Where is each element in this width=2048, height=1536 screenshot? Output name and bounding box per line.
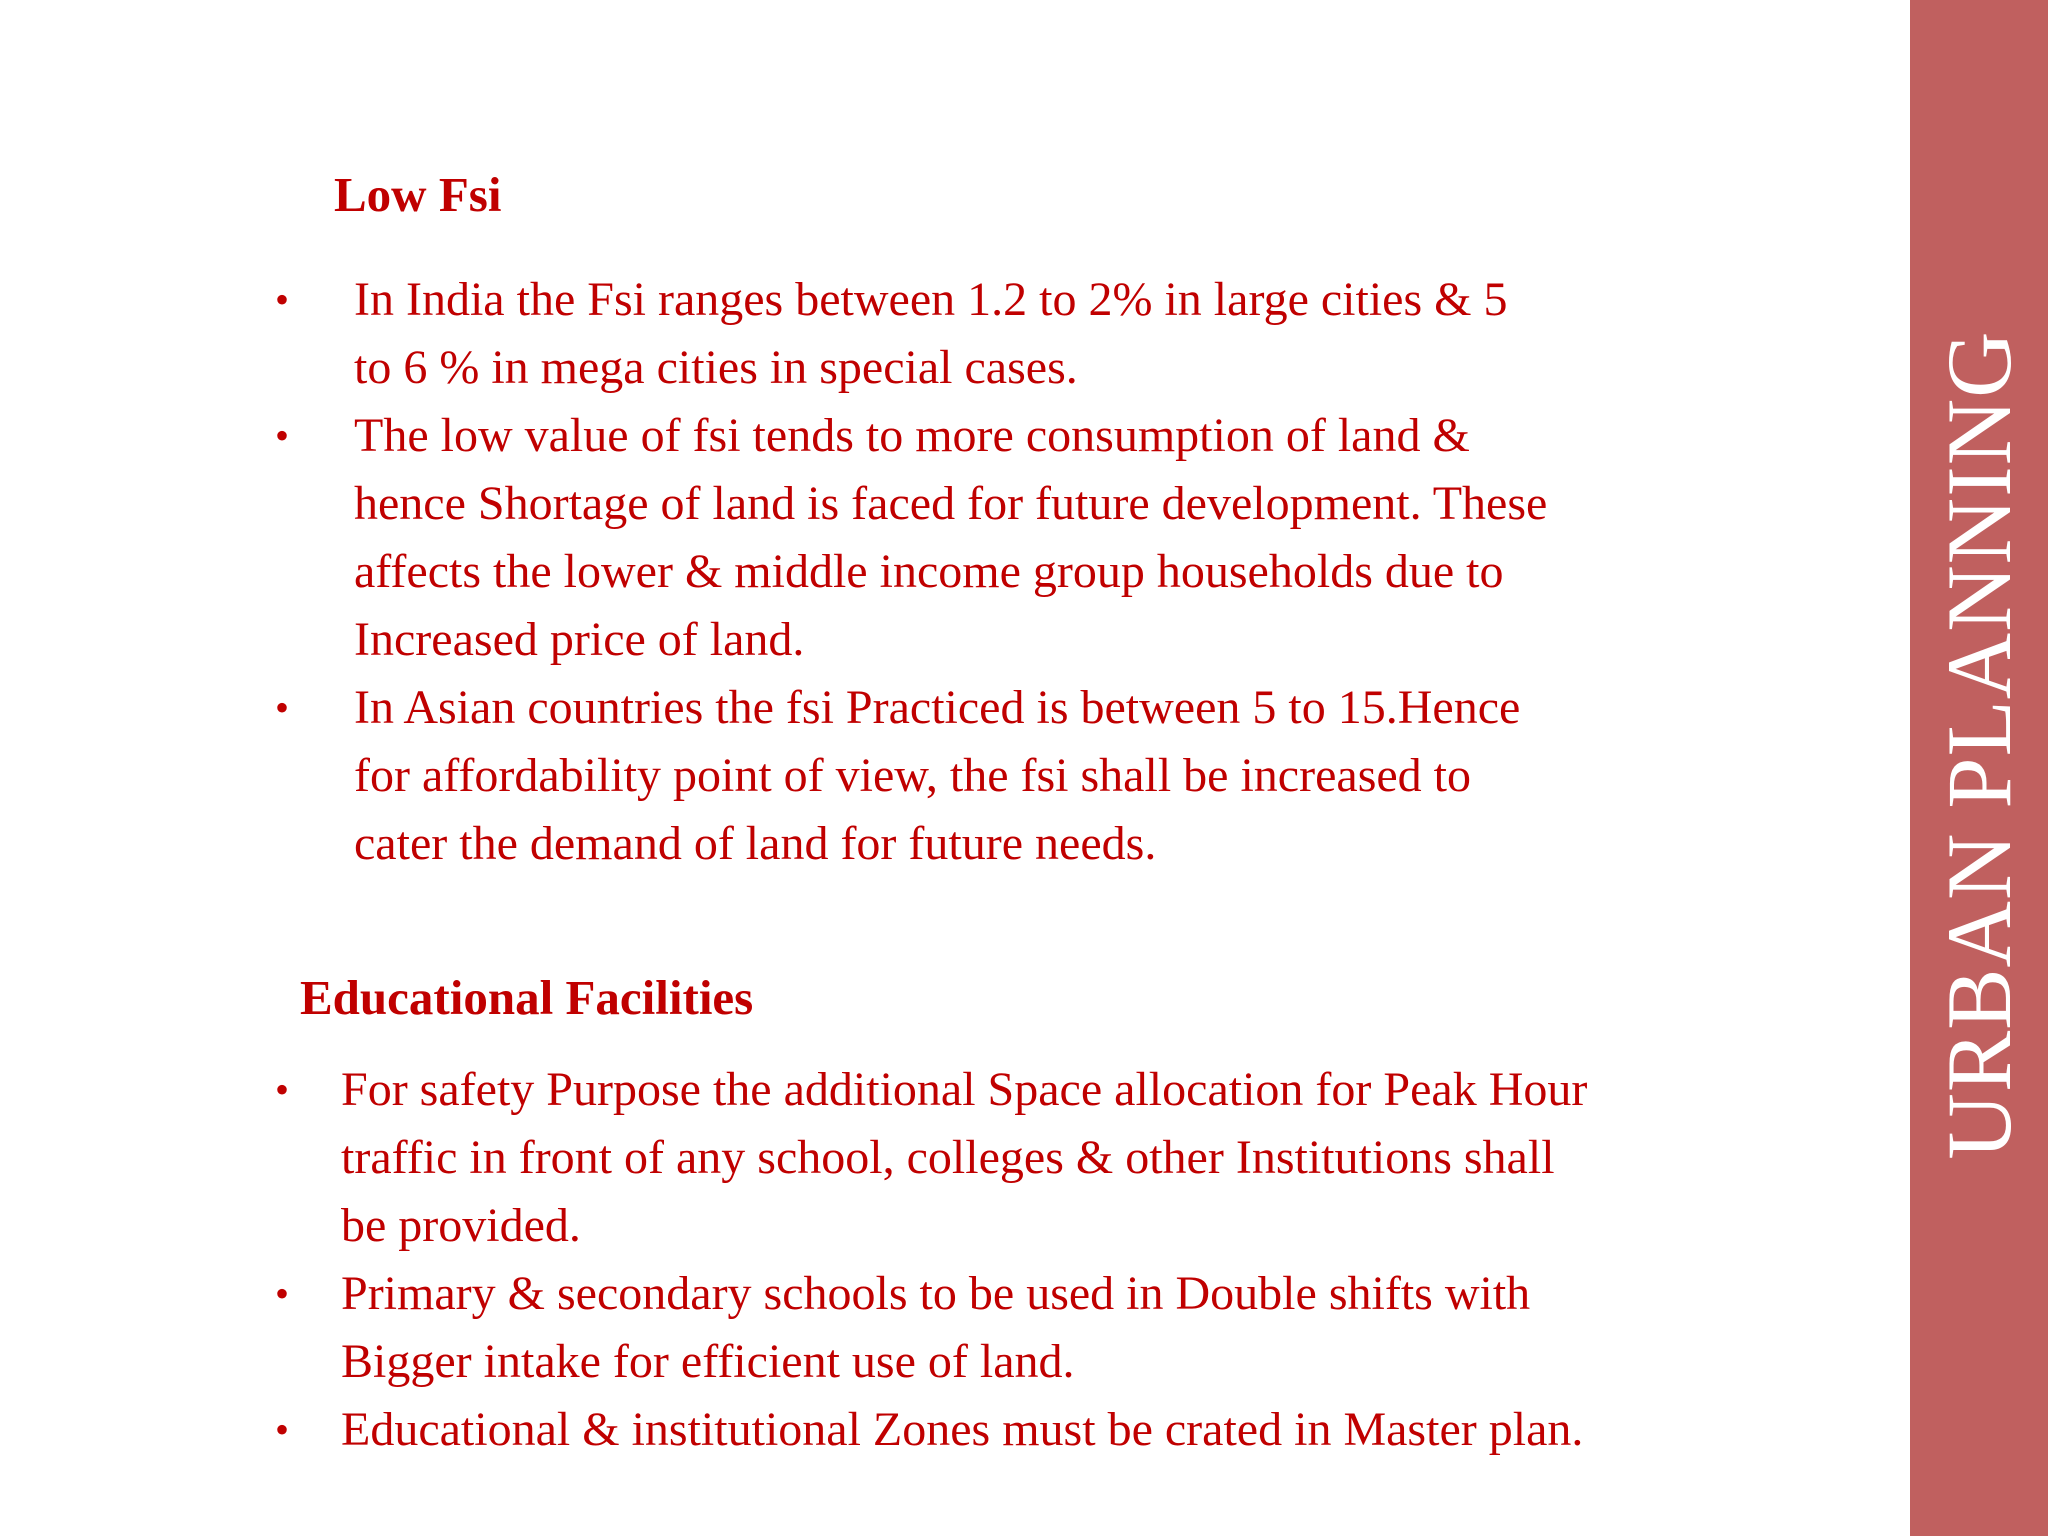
section-heading-low-fsi: Low Fsi: [334, 167, 502, 222]
bullet-item: [270, 1260, 1850, 1396]
bullet-text: Educational & institutional Zones must be crated in Master plan.: [341, 1403, 1584, 1456]
bullet-text: The low value of fsi tends to more consumption of land & hence Shortage of land is faced for future development. These affects the lower & middle income group households due to Increased price of land.: [354, 409, 1548, 666]
bullet-icon: •: [275, 277, 290, 322]
side-title: URBAN PLANNING: [1928, 330, 2030, 1160]
educational-facilities-bullet-list: [270, 1056, 1850, 1464]
low-fsi-bullet-list: [270, 266, 1810, 878]
bullet-icon: •: [275, 1067, 290, 1112]
bullet-item: [270, 1396, 1850, 1464]
section-heading-educational-facilities: Educational Facilities: [300, 970, 754, 1025]
bullet-item: [270, 674, 1810, 878]
bullet-text: For safety Purpose the additional Space allocation for Peak Hour traffic in front of any school, colleges & other Institutions shall be provided.: [341, 1063, 1588, 1252]
bullet-icon: •: [275, 685, 290, 730]
bullet-text: Primary & secondary schools to be used in Double shifts with Bigger intake for efficient use of land.: [341, 1267, 1531, 1388]
bullet-item: [270, 402, 1810, 674]
bullet-text: In Asian countries the fsi Practiced is between 5 to 15.Hence for affordability point of view, the fsi shall be increased to cater the demand of land for future needs.: [354, 681, 1521, 870]
bullet-icon: •: [275, 413, 290, 458]
bullet-item: [270, 1056, 1850, 1260]
bullet-text: In India the Fsi ranges between 1.2 to 2% in large cities & 5 to 6 % in mega cities in special cases.: [354, 273, 1508, 394]
bullet-icon: •: [275, 1271, 290, 1316]
bullet-icon: •: [275, 1407, 290, 1452]
bullet-item: [270, 266, 1810, 402]
